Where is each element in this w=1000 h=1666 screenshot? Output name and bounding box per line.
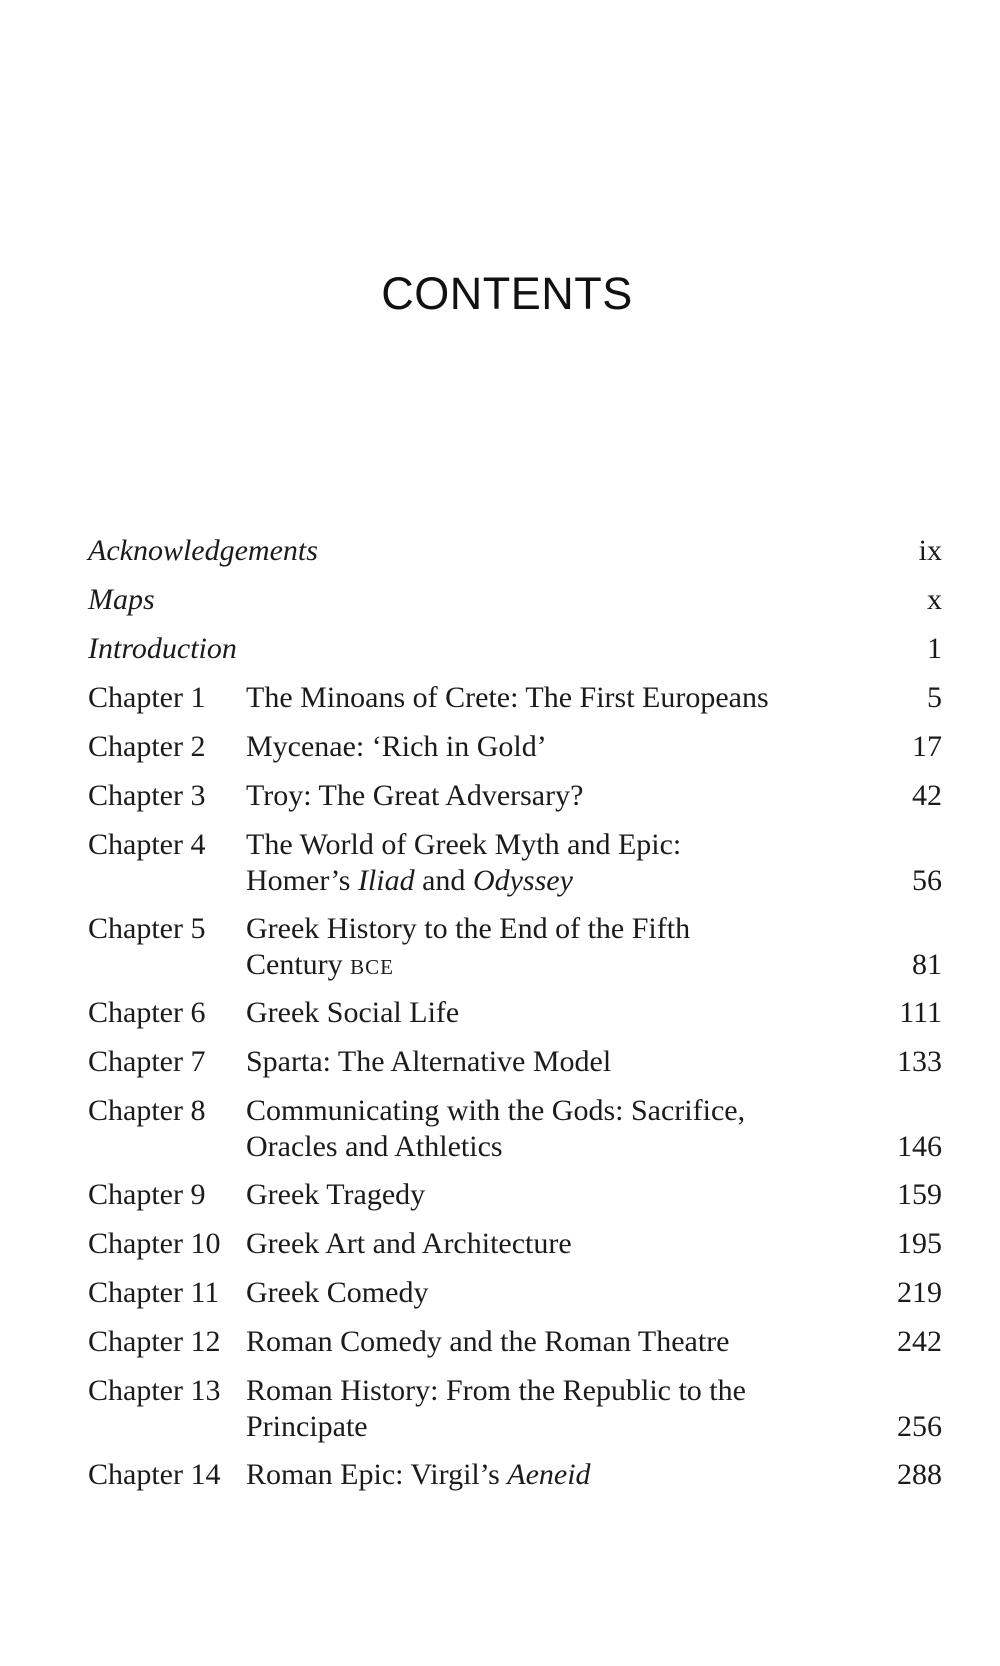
chapter-title: Greek Art and Architecture — [246, 1227, 572, 1260]
toc-page-number: 56 — [912, 864, 942, 897]
chapter-title: Troy: The Great Adversary? — [246, 779, 584, 812]
toc-page-number: 256 — [897, 1410, 942, 1443]
chapter-title: Sparta: The Alternative Model — [246, 1045, 612, 1078]
chapter-label: Chapter 3 — [88, 779, 206, 812]
chapter-title-line-2: Oracles and Athletics — [246, 1130, 503, 1163]
toc-page-number: 159 — [897, 1178, 942, 1211]
chapter-label: Chapter 11 — [88, 1276, 220, 1309]
chapter-label: Chapter 6 — [88, 996, 206, 1029]
toc-page-number: 111 — [899, 996, 942, 1029]
chapter-title: Mycenae: ‘Rich in Gold’ — [246, 730, 547, 763]
chapter-title-line-1: Greek History to the End of the Fifth — [246, 912, 691, 945]
toc-page-number: 242 — [897, 1325, 942, 1358]
toc-page-number: 81 — [912, 948, 942, 981]
chapter-label: Chapter 4 — [88, 828, 206, 861]
chapter-title-line-1: The World of Greek Myth and Epic: — [246, 828, 682, 861]
chapter-title-line-1: Roman History: From the Republic to the — [246, 1374, 746, 1407]
toc-page-number: 1 — [927, 632, 942, 665]
toc-title: Acknowledgements — [88, 534, 318, 567]
chapter-label: Chapter 10 — [88, 1227, 221, 1260]
chapter-title: Greek Tragedy — [246, 1178, 426, 1211]
page-title: CONTENTS — [381, 268, 633, 319]
italic-work-title: Odyssey — [472, 864, 573, 897]
toc-page-number: 195 — [897, 1227, 942, 1260]
chapter-label: Chapter 14 — [88, 1458, 221, 1491]
chapter-title-line-2: Century BCE — [246, 948, 394, 981]
toc-page-number: 17 — [912, 730, 942, 763]
chapter-label: Chapter 2 — [88, 730, 206, 763]
toc-page-number: 219 — [897, 1276, 942, 1309]
toc-page-number: ix — [918, 534, 942, 567]
chapter-title: The Minoans of Crete: The First Europeans — [246, 681, 769, 714]
toc-page-number: 288 — [897, 1458, 942, 1491]
chapter-title-line-2: Principate — [246, 1410, 368, 1443]
chapter-title: Roman Epic: Virgil’s Aeneid — [246, 1458, 591, 1491]
chapter-label: Chapter 12 — [88, 1325, 221, 1358]
chapter-label: Chapter 8 — [88, 1094, 206, 1127]
chapter-label: Chapter 1 — [88, 681, 206, 714]
toc-page-number: 5 — [927, 681, 942, 714]
italic-work-title: Aeneid — [507, 1458, 591, 1491]
toc-page-number: 146 — [897, 1130, 942, 1163]
italic-work-title: Iliad — [357, 864, 415, 897]
chapter-label: Chapter 13 — [88, 1374, 221, 1407]
chapter-title: Roman Comedy and the Roman Theatre — [246, 1325, 730, 1358]
chapter-label: Chapter 5 — [88, 912, 206, 945]
toc-title: Introduction — [88, 632, 237, 665]
chapter-title: Greek Social Life — [246, 996, 460, 1029]
chapter-label: Chapter 7 — [88, 1045, 206, 1078]
chapter-label: Chapter 9 — [88, 1178, 206, 1211]
chapter-title: Greek Comedy — [246, 1276, 429, 1309]
toc-page-number: 42 — [912, 779, 942, 812]
chapter-title-line-1: Communicating with the Gods: Sacrifice, — [246, 1094, 746, 1127]
small-caps-era: BCE — [350, 955, 394, 979]
toc-page-number: 133 — [897, 1045, 942, 1078]
toc-title: Maps — [88, 583, 155, 616]
chapter-title-line-2: Homer’s Iliad and Odyssey — [246, 864, 573, 897]
toc-page-number: x — [927, 583, 942, 616]
